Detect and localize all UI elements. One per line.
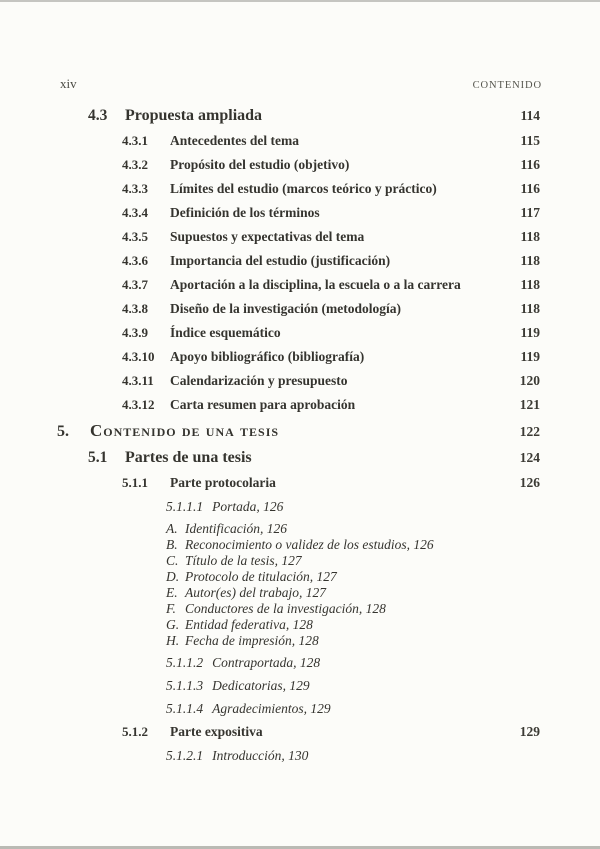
toc-entry bbox=[0, 448, 540, 468]
toc-entry-page: 119 bbox=[520, 349, 540, 364]
toc-entry bbox=[0, 372, 540, 389]
toc-entry-title: Aportación a la disciplina, la escuela o a la carrera bbox=[170, 277, 461, 292]
toc-entry bbox=[0, 180, 540, 197]
toc-entry bbox=[0, 585, 540, 601]
toc-entry-page: 117 bbox=[520, 205, 540, 220]
toc-entry-page: 119 bbox=[520, 325, 540, 340]
toc-entry bbox=[0, 106, 540, 126]
toc-entry bbox=[0, 601, 540, 617]
toc-entry-title: Portada, 126 bbox=[212, 499, 284, 514]
folio-page-number: xiv bbox=[60, 76, 77, 91]
toc-entry-page: 118 bbox=[520, 301, 540, 316]
toc-entry-number: 4.3.10 bbox=[122, 349, 155, 364]
toc-entry bbox=[0, 300, 540, 317]
toc-entry-title: Protocolo de titulación, 127 bbox=[185, 569, 337, 584]
toc-entry-number: 4.3.2 bbox=[122, 157, 148, 172]
toc-entry-title: Agradecimientos, 129 bbox=[212, 701, 331, 716]
toc-entry-title: Parte expositiva bbox=[170, 724, 263, 739]
toc-entry-number: C. bbox=[166, 553, 179, 568]
scan-edge-top bbox=[0, 0, 600, 2]
toc-entry-number: 4.3.12 bbox=[122, 397, 155, 412]
toc-entry-number: D. bbox=[166, 569, 180, 584]
toc-entry-title: Introducción, 130 bbox=[212, 748, 309, 763]
toc-entry bbox=[0, 474, 540, 491]
toc-entry bbox=[0, 747, 540, 764]
running-head-title: CONTENIDO bbox=[472, 80, 542, 91]
toc-entry-number: F. bbox=[166, 601, 176, 616]
toc-entry-title: Diseño de la investigación (metodología) bbox=[170, 301, 401, 316]
toc-entry-number: 4.3.7 bbox=[122, 277, 148, 292]
toc-entry-number: 5.1.1.3 bbox=[166, 678, 204, 693]
toc-entry-title: Antecedentes del tema bbox=[170, 133, 299, 148]
toc-entry-title: Dedicatorias, 129 bbox=[212, 678, 310, 693]
toc-entry-page: 116 bbox=[520, 157, 540, 172]
toc-entry-number: 4.3 bbox=[88, 107, 108, 124]
toc-entry bbox=[0, 396, 540, 413]
toc-entry bbox=[0, 132, 540, 149]
toc-entry-page: 121 bbox=[519, 397, 540, 412]
toc-entry bbox=[0, 700, 540, 717]
toc-entry-title: Autor(es) del trabajo, 127 bbox=[185, 585, 326, 600]
toc-entry bbox=[0, 723, 540, 740]
toc-entry-title: Reconocimiento o validez de los estudios, 126 bbox=[185, 537, 434, 552]
toc-list bbox=[0, 106, 540, 770]
toc-entry-number: H. bbox=[166, 633, 180, 648]
toc-entry bbox=[0, 348, 540, 365]
toc-entry-page: 118 bbox=[520, 277, 540, 292]
toc-entry-number: E. bbox=[166, 585, 178, 600]
toc-entry bbox=[0, 420, 540, 443]
toc-entry bbox=[0, 228, 540, 245]
toc-entry-page: 115 bbox=[520, 133, 540, 148]
toc-entry bbox=[0, 156, 540, 173]
toc-entry-page: 122 bbox=[519, 424, 540, 439]
toc-entry-number: 5.1.2.1 bbox=[166, 748, 204, 763]
toc-entry bbox=[0, 677, 540, 694]
toc-entry-title: Título de la tesis, 127 bbox=[185, 553, 302, 568]
toc-entry-page: 129 bbox=[519, 724, 540, 739]
toc-entry-title: Supuestos y expectativas del tema bbox=[170, 229, 365, 244]
toc-entry-number: 4.3.6 bbox=[122, 253, 148, 268]
toc-entry-number: 5.1.1.1 bbox=[166, 499, 204, 514]
toc-entry-page: 118 bbox=[520, 253, 540, 268]
toc-entry bbox=[0, 498, 540, 515]
toc-entry-title: Carta resumen para aprobación bbox=[170, 397, 356, 412]
toc-entry-number: 5. bbox=[57, 423, 69, 440]
toc-entry-title: Propósito del estudio (objetivo) bbox=[170, 157, 350, 172]
toc-entry-number: 4.3.8 bbox=[122, 301, 148, 316]
toc-entry-number: 5.1.2 bbox=[122, 724, 148, 739]
toc-entry-title: Calendarización y presupuesto bbox=[170, 373, 348, 388]
toc-entry-number: G. bbox=[166, 617, 180, 632]
toc-entry-page: 114 bbox=[520, 108, 540, 123]
toc-entry-number: 4.3.5 bbox=[122, 229, 148, 244]
toc-entry bbox=[0, 324, 540, 341]
toc-entry-title: Partes de una tesis bbox=[125, 449, 252, 466]
toc-entry bbox=[0, 521, 540, 537]
toc-entry-title: Índice esquemático bbox=[170, 325, 281, 340]
toc-entry bbox=[0, 633, 540, 649]
toc-entry bbox=[0, 204, 540, 221]
toc-entry bbox=[0, 537, 540, 553]
toc-entry-number: 5.1.1.4 bbox=[166, 701, 204, 716]
toc-entry-title: Contenido de una tesis bbox=[90, 421, 280, 440]
toc-entry-title: Conductores de la investigación, 128 bbox=[185, 601, 386, 616]
toc-entry-title: Parte protocolaria bbox=[170, 475, 276, 490]
toc-entry-title: Importancia del estudio (justificación) bbox=[170, 253, 391, 268]
toc-entry-page: 124 bbox=[519, 450, 540, 465]
toc-entry-number: 4.3.4 bbox=[122, 205, 148, 220]
toc-entry-page: 118 bbox=[520, 229, 540, 244]
toc-entry-title: Propuesta ampliada bbox=[125, 107, 263, 124]
toc-entry-number: 5.1.1.2 bbox=[166, 655, 204, 670]
toc-entry-page: 120 bbox=[519, 373, 540, 388]
toc-entry-title: Contraportada, 128 bbox=[212, 655, 321, 670]
running-head bbox=[60, 76, 542, 92]
toc-entry-title: Definición de los términos bbox=[170, 205, 320, 220]
toc-entry-title: Identificación, 126 bbox=[185, 521, 287, 536]
toc-entry bbox=[0, 569, 540, 585]
toc-entry-number: 4.3.1 bbox=[122, 133, 148, 148]
toc-entry-title: Límites del estudio (marcos teórico y práctico) bbox=[170, 181, 437, 196]
toc-entry-number: 4.3.9 bbox=[122, 325, 148, 340]
toc-entry-number: A. bbox=[166, 521, 178, 536]
toc-entry-number: 4.3.11 bbox=[122, 373, 154, 388]
toc-entry-title: Fecha de impresión, 128 bbox=[185, 633, 319, 648]
toc-entry-number: 5.1 bbox=[88, 449, 108, 466]
toc-entry-page: 126 bbox=[519, 475, 540, 490]
toc-entry-title: Entidad federativa, 128 bbox=[185, 617, 313, 632]
toc-entry bbox=[0, 276, 540, 293]
toc-entry bbox=[0, 252, 540, 269]
toc-entry-number: 4.3.3 bbox=[122, 181, 148, 196]
toc-entry-title: Apoyo bibliográfico (bibliografía) bbox=[170, 349, 365, 364]
toc-entry bbox=[0, 617, 540, 633]
toc-entry-number: 5.1.1 bbox=[122, 475, 148, 490]
toc-entry bbox=[0, 654, 540, 671]
toc-entry-number: B. bbox=[166, 537, 178, 552]
toc-entry-page: 116 bbox=[520, 181, 540, 196]
toc-entry bbox=[0, 553, 540, 569]
